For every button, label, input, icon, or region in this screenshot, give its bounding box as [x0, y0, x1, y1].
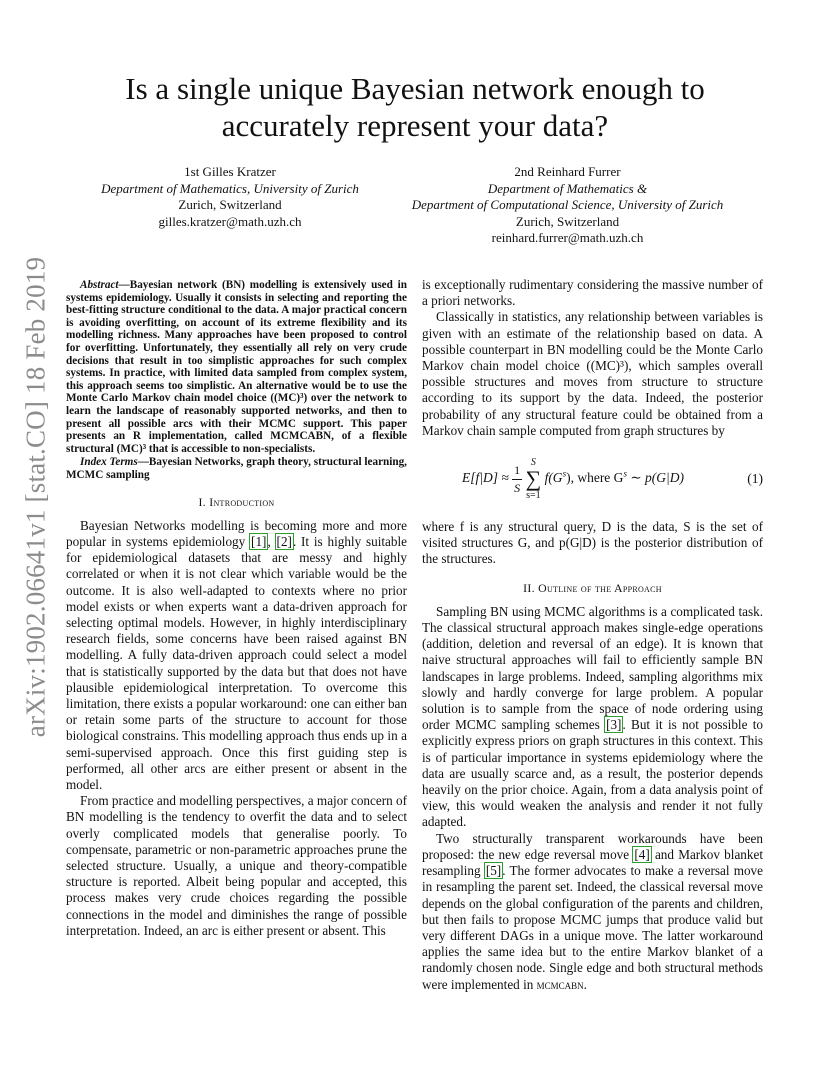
citation-link[interactable]: [5] — [485, 863, 502, 879]
arxiv-sidebar — [18, 256, 54, 738]
citation-link[interactable]: [2] — [276, 533, 292, 549]
author-affiliation: Department of Computational Science, University of Zurich — [411, 197, 724, 212]
outline-paragraph-2: Two structurally transparent workarounds have been proposed: the new edge reversal move [4] and Markov blanket resampling [5]. The former advocates to make a reversal move in resampling the parent set. Indeed, the classical reversal move depends on the global configuration of the parents and children, but then fails to propose MCMC jumps that produce valid but very different DAGs in a unique move. The latter workaround applies the same idea but to the entire Markov blanket of a randomly chosen node. Single edge and both structural methods were implemented in mcmcabn. — [422, 830, 763, 992]
intro-paragraph-2: From practice and modelling perspectives, a major concern of BN modelling is the tendency to overfit the data and to select overly complicated models that generalise poorly. To compensate, parametric or non-parametric approaches prune the selected structure. Usually, a unique and theory-compatible structure is reported. Albeit being popular and accepted, this process makes very crude choices regarding the possible connections in the model and diminishes the range of possible interpretation. Indeed, an arc is either present or absent. This — [66, 793, 408, 938]
author-name: 1st Gilles Kratzer — [184, 164, 276, 179]
author-email[interactable]: gilles.kratzer@math.uzh.ch — [158, 213, 302, 229]
author-block-1 — [80, 164, 380, 230]
author-name: 2nd Reinhard Furrer — [514, 164, 621, 179]
intro-paragraph-1: Bayesian Networks modelling is becoming more and more popular in systems epidemiology [1], [2]. It is highly suitable for epidemiological datasets that are messy and highly correlated or when it is not clear which variable would be the outcome. It is also well-adapted to contexts where no prior model exists or when experts want a data-driven approach for selecting optimal models. However, in highly interdisciplinary research fields, some concerns have been raised against BN modelling. A fully data-driven approach could select a model that is statistically supported by the data but that does not have plausible epidemiological interpretation. To overcome this limitation, there exists a popular workaround: one can either ban or retain some parts of the structure to account for those biological constrains. This modelling approach thus ends up in a semi-supervised approach. Once this first guiding step is performed, all other arcs are either present or absent in the model. — [66, 517, 408, 792]
citation-link[interactable]: [4] — [634, 846, 650, 862]
right-column — [422, 277, 763, 993]
author-affiliation: Department of Mathematics & — [487, 180, 648, 196]
paragraph-mc3: Classically in statistics, any relationship between variables is given with an estimate of the relationship based on data. A possible counterpart in BN modelling could be the Monte Carlo Markov chain model choice ((MC)³), which samples overall possible structures and moves from structure to structure according to its support by the data. Indeed, the posterior probability of any structural feature could be obtained from a Markov chain sample computed from graph structures by — [422, 309, 763, 438]
package-name: mcmcabn — [536, 976, 584, 992]
section-heading-introduction: I. Introduction — [198, 494, 275, 509]
citation-link[interactable]: [1] — [251, 533, 267, 549]
author-location: Zurich, Switzerland — [515, 213, 620, 229]
index-terms-text: Bayesian Networks, graph theory, structural learning, MCMC sampling — [66, 456, 407, 481]
left-column — [66, 279, 407, 939]
arxiv-identifier: arXiv:1902.06641v1 [stat.CO] 18 Feb 2019 — [20, 256, 51, 738]
equation-body: E[f|D] ≈ $\frac{1}{S}$ S ∑ s=1 $f(G^s)$, where $G^s$ ∼ p(G|D) — [462, 457, 684, 502]
abstract-label: Abstract — [80, 279, 119, 291]
section-heading-outline: II. Outline of the Approach — [523, 580, 662, 595]
outline-paragraph-1: Sampling BN using MCMC algorithms is a complicated task. The classical structural approach makes single-edge operations (addition, deletion and reversal of an edge). It is known that naive structural approaches will fail to efficiently sample BN landscapes in large problems. Indeed, sampling algorithms mix slowly and hardly converge for large problem. A popular solution is to sample from the space of node ordering using order MCMC sampling schemes [3]. But it is not possible to explicitly express priors on graph structures in this context. This is of particular importance in systems epidemiology where the data are usually scarce and, as a result, the posterior depends heavily on the prior choice. Again, from a data analysis point of view, this would weaken the analysis and render it not fully adapted. — [422, 603, 763, 830]
equation-sum: S ∑ s=1 — [525, 457, 542, 502]
continued-paragraph: is exceptionally rudimentary considering the massive number of a priori networks. — [422, 277, 763, 309]
author-location: Zurich, Switzerland — [178, 197, 282, 212]
equation-number: (1) — [747, 471, 763, 487]
equation-1 — [422, 443, 763, 515]
abstract: Abstract—Bayesian network (BN) modelling is extensively used in systems epidemiology. Usually it consists in selecting and reporting the best-fitting structure conditional to the data. A major practical concern is avoiding overfitting, on account of its extreme flexibility and its modelling richness. Many approaches have been proposed to control for overfitting. Unfortunately, they essentially all rely on very crude decisions that result in too simplistic approaches for such complex systems. In practice, with limited data sampled from complex system, this approach seems too simplistic. An alternative would be to use the Monte Carlo Markov chain model choice ((MC)³) over the network to learn the landscape of reasonably supported networks, and then to present all possible arcs with their MCMC support. This paper presents an R implementation, called MCMCABN, of a flexible structural (MC)³ that is accessible to non-specialists. Index Terms—Bayesian Networks, graph theory, structural learning, MCMC sampling — [66, 279, 407, 481]
author-block-2 — [390, 164, 745, 247]
equation-fraction: $\frac{1}{S}$ — [514, 463, 521, 495]
paragraph-after-equation: where f is any structural query, D is the data, S is the set of visited structures G, and p(G|D) is the posterior distribution of the structures. — [422, 519, 763, 567]
citation-link[interactable]: [3] — [606, 717, 622, 733]
author-affiliation: Department of Mathematics, University of Zurich — [101, 180, 359, 196]
abstract-text: Bayesian network (BN) modelling is extensively used in systems epidemiology. Usually it consists in selecting and reporting the best-fitting structure conditional to the data. A major practical concern is avoiding overfitting, on account of its extreme flexibility and its modelling richness. Many approaches have been proposed to control for overfitting. Unfortunately, they essentially all rely on very crude decisions that result in too simplistic approaches for such complex systems. In practice, with limited data sampled from complex system, this approach seems too simplistic. An alternative would be to use the Monte Carlo Markov chain model choice ((MC)³) over the network to learn the landscape of reasonably supported networks, and then to present all possible arcs with their MCMC support. This paper presents an R implementation, called MCMCABN, of a flexible structural (MC)³ that is accessible to non-specialists. — [66, 279, 407, 455]
index-terms-label: Index Terms — [80, 456, 138, 469]
author-email[interactable]: reinhard.furrer@math.uzh.ch — [491, 230, 644, 245]
paper-title: Is a single unique Bayesian network enough to accurately represent your data? — [125, 71, 705, 143]
